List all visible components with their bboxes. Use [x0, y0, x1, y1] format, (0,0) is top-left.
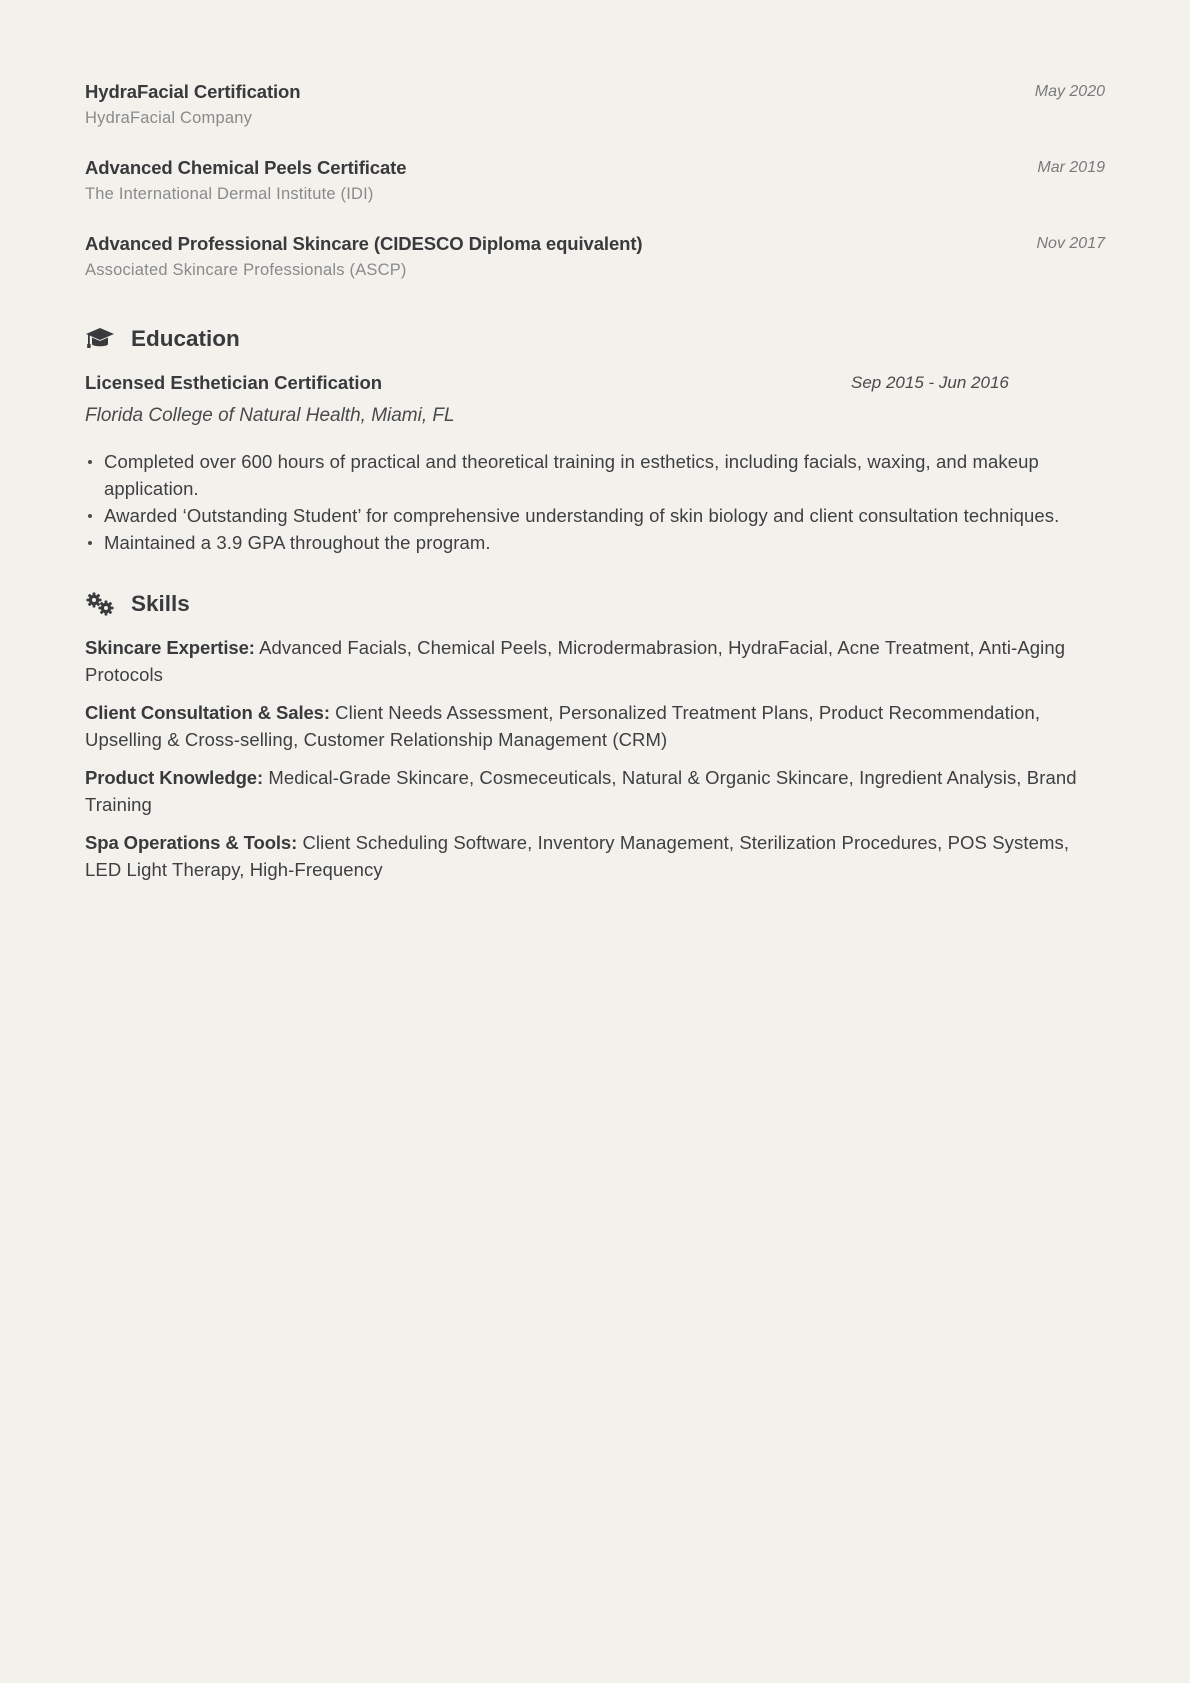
skills-list	[85, 634, 1105, 883]
education-school: Florida College of Natural Health, Miami, FL	[85, 405, 455, 426]
education-date: Sep 2015 - Jun 2016	[851, 373, 1009, 392]
bullet-text: Awarded ‘Outstanding Student’ for comprehensive understanding of skin biology and client consultation techniques.	[104, 505, 1060, 526]
skill-value: Client Scheduling Software, Inventory Management, Sterilization Procedures, POS Systems, LED Light Therapy, High-Frequency	[85, 832, 1070, 880]
skill-value: Client Needs Assessment, Personalized Treatment Plans, Product Recommendation, Upselling & Cross-selling, Customer Relationship Management (CRM)	[85, 702, 1041, 750]
certifications-list	[85, 78, 1105, 306]
certification-title: Advanced Professional Skincare (CIDESCO Diploma equivalent)	[85, 233, 643, 254]
skill-label: Product Knowledge:	[85, 767, 264, 788]
certification-organization: HydraFacial Company	[85, 109, 253, 127]
skill-label: Client Consultation & Sales:	[85, 702, 330, 723]
certification-organization: Associated Skincare Professionals (ASCP)	[85, 261, 407, 279]
resume-page	[85, 78, 1105, 894]
education-header	[85, 319, 1105, 359]
skills-section	[85, 584, 1105, 883]
skill-label: Skincare Expertise:	[85, 637, 255, 658]
skill-item	[85, 829, 1105, 883]
education-title: Licensed Esthetician Certification	[85, 372, 383, 393]
list-item	[85, 502, 1105, 529]
certification-item	[85, 154, 1105, 230]
certification-date: Mar 2019	[1037, 159, 1105, 176]
skill-value: Medical-Grade Skincare, Cosmeceuticals, Natural & Organic Skincare, Ingredient Analysis, Brand Training	[85, 767, 1077, 815]
certification-item	[85, 230, 1105, 306]
bullet-icon	[88, 460, 92, 464]
skill-item	[85, 699, 1105, 753]
graduation-cap-icon	[85, 326, 115, 352]
bullet-icon	[88, 514, 92, 518]
certification-organization: The International Dermal Institute (IDI)	[85, 185, 374, 203]
skill-value: Advanced Facials, Chemical Peels, Microdermabrasion, HydraFacial, Acne Treatment, Anti-Aging Protocols	[85, 637, 1066, 685]
education-entry	[85, 369, 1105, 556]
section-title: Skills	[131, 591, 190, 616]
list-item	[85, 529, 1105, 556]
education-section	[85, 319, 1105, 556]
skill-label: Spa Operations & Tools:	[85, 832, 298, 853]
certification-date: Nov 2017	[1036, 235, 1105, 252]
education-bullets	[85, 448, 1105, 556]
skill-item	[85, 634, 1105, 688]
certification-date: May 2020	[1034, 83, 1105, 100]
certification-title: HydraFacial Certification	[85, 81, 301, 102]
list-item	[85, 448, 1105, 502]
skills-header	[85, 584, 1105, 624]
bullet-text: Completed over 600 hours of practical and theoretical training in esthetics, including facials, waxing, and makeup application.	[104, 451, 1039, 499]
certification-title: Advanced Chemical Peels Certificate	[85, 157, 407, 178]
section-title: Education	[131, 326, 240, 351]
skill-item	[85, 764, 1105, 818]
gears-icon	[85, 591, 115, 617]
bullet-icon	[88, 541, 92, 545]
bullet-text: Maintained a 3.9 GPA throughout the program.	[104, 532, 491, 553]
certification-item	[85, 78, 1105, 154]
